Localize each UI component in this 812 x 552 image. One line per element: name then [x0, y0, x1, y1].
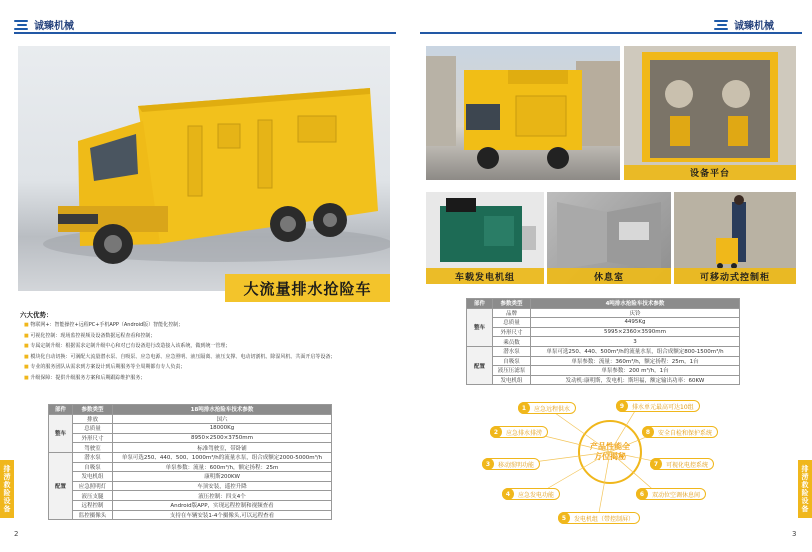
value-cell: 庆铃 — [531, 308, 740, 318]
photo-equipment-platform — [624, 46, 796, 180]
side-tab-left: 排涝救险设备 — [0, 460, 14, 518]
feature-number: 3 — [482, 458, 494, 470]
value-cell: 18000Kg — [113, 424, 332, 434]
side-tab-right: 排涝救险设备 — [798, 460, 812, 518]
value-cell: 单泵可选250、440、500m³/h的流量水泵，组合成额定800-1500m³/h — [531, 346, 740, 356]
value-cell: 4495Kg — [531, 318, 740, 328]
advantage-item: ■ 物联网+：智能操控+远程PC+手机APP（Android版）智能化控制； — [24, 320, 335, 331]
table-header: 参数类型 — [493, 299, 531, 309]
brand-mark-icon — [714, 20, 730, 30]
feature-label: 双动位空调休息间 — [652, 491, 701, 499]
table-row — [49, 500, 332, 510]
feature-label: 应急远程供水 — [534, 405, 571, 413]
param-cell: 应急照明灯 — [73, 481, 113, 491]
brand-mark-icon — [14, 20, 30, 30]
feature-number: 4 — [502, 488, 514, 500]
table-row — [49, 472, 332, 482]
table-row — [467, 308, 740, 318]
table-row — [49, 462, 332, 472]
value-cell: 8950×2500×3750mm — [113, 433, 332, 443]
spec-table-4t — [466, 298, 740, 385]
feature-item-8 — [642, 426, 718, 438]
feature-number: 1 — [518, 402, 530, 414]
value-cell: 单泵可选250、440、500、1000m³/h的流量水泵，组合成额定2000-5000m³/h — [113, 452, 332, 462]
advantage-item: ■ 模块化自动切换：可满配大流量潜水泵、自吸泵、应急电源、应急照明、液压隔离、液压支撑、电动切割机、除湿风机、共面开启等设备； — [24, 352, 335, 363]
feature-item-2 — [490, 426, 548, 438]
table-row — [467, 327, 740, 337]
table-row — [49, 510, 332, 520]
value-cell: 发动机:康明斯，发电机：斯坦福，额定输出功率：60KW — [531, 375, 740, 385]
feature-item-5 — [558, 512, 640, 524]
feature-number: 8 — [642, 426, 654, 438]
value-cell: 3 — [531, 337, 740, 347]
spec-table-18t — [48, 404, 332, 520]
feature-item-4 — [502, 488, 560, 500]
value-cell: 单泵参数：流量：600m³/h，额定扬程：25m — [113, 462, 332, 472]
param-cell: 总质量 — [73, 424, 113, 434]
table-row — [467, 346, 740, 356]
table-row — [467, 356, 740, 366]
brand-logo-right — [714, 17, 774, 32]
feature-label: 应急排水排涝 — [506, 429, 543, 437]
group-cell: 整车 — [49, 414, 73, 452]
table-header: 4吨排水抢险车技术参数 — [531, 299, 740, 309]
caption-equipment-platform: 设备平台 — [624, 165, 796, 180]
value-cell: 车顶安装，遥控升降 — [113, 481, 332, 491]
param-cell: 远程控制 — [73, 500, 113, 510]
feature-item-1 — [518, 402, 576, 414]
advantage-item: ■ 专业的服务团队从需求到方案设计到后期服务等全周期都有专人负责； — [24, 362, 335, 373]
value-cell: 液压控制：四支4个 — [113, 491, 332, 501]
advantage-item: ■ 可视化控制：现场监控视频及设备数据远程查看和控制； — [24, 331, 335, 342]
param-cell: 品牌 — [493, 308, 531, 318]
table-row — [49, 481, 332, 491]
brand-name: 诚臻机械 — [34, 21, 74, 32]
param-cell: 潜水泵 — [493, 346, 531, 356]
advantage-item: ■ 专属定制升级：根据需求定制升级中心和对已有设备进行改造接入该系统，做到统一管理； — [24, 341, 335, 352]
group-cell: 整车 — [467, 308, 493, 346]
feature-number: 9 — [616, 400, 628, 412]
param-cell: 液压压滤泵 — [493, 366, 531, 376]
advantage-item: ■ 升级保障：提供升级服务方案和后期跟踪维护服务； — [24, 373, 335, 384]
caption-control-cabinet: 可移动式控制柜 — [674, 268, 796, 284]
param-cell: 外形尺寸 — [493, 327, 531, 337]
product-title: 大流量排水抢险车 — [225, 274, 390, 302]
feature-number: 2 — [490, 426, 502, 438]
feature-item-7 — [650, 458, 714, 470]
value-cell: 康明斯200KW — [113, 472, 332, 482]
value-cell: 国六 — [113, 414, 332, 424]
feature-label: 应急发电功能 — [518, 491, 555, 499]
value-cell: 5995×2360×3590mm — [531, 327, 740, 337]
feature-label: 排水单元最高可达10组 — [632, 403, 694, 411]
advantages-title: 六大优势： — [20, 311, 53, 319]
param-cell: 液压支腿 — [73, 491, 113, 501]
table-row — [49, 452, 332, 462]
caption-generator: 车载发电机组 — [426, 268, 544, 284]
table-row — [49, 433, 332, 443]
table-row — [49, 414, 332, 424]
group-cell: 配置 — [467, 346, 493, 384]
table-row — [49, 443, 332, 453]
feature-label: 安全自检和保护系统 — [658, 429, 713, 437]
value-cell: Android版APP，实现远程控制和视频查看 — [113, 500, 332, 510]
param-cell: 潜水泵 — [73, 452, 113, 462]
feature-number: 6 — [636, 488, 648, 500]
table-row — [49, 424, 332, 434]
feature-label: 可视化电控系统 — [666, 461, 709, 469]
table-header: 部件 — [467, 299, 493, 309]
param-cell: 自吸泵 — [493, 356, 531, 366]
param-cell: 自吸泵 — [73, 462, 113, 472]
param-cell: 发电机组 — [73, 472, 113, 482]
feature-label: 移动照明功能 — [498, 461, 535, 469]
header-rule-right — [420, 32, 802, 34]
page-number-right: 3 — [792, 530, 797, 538]
table-header: 部件 — [49, 405, 73, 415]
table-row — [467, 375, 740, 385]
page-number-left: 2 — [14, 530, 19, 538]
features-diagram — [478, 388, 778, 534]
photo-generator — [426, 192, 544, 284]
param-cell: 总质量 — [493, 318, 531, 328]
param-cell: 发电机组 — [493, 375, 531, 385]
param-cell: 驾驶室 — [73, 443, 113, 453]
param-cell: 排放 — [73, 414, 113, 424]
table-header: 参数类型 — [73, 405, 113, 415]
feature-number: 5 — [558, 512, 570, 524]
brand-name: 诚臻机械 — [734, 21, 774, 32]
table-header: 18吨排水抢险车技术参数 — [113, 405, 332, 415]
header-rule-left — [14, 32, 396, 34]
param-cell: 乘员数 — [493, 337, 531, 347]
caption-lounge: 休息室 — [547, 268, 671, 284]
photo-truck-street — [426, 46, 620, 180]
photo-control-cabinet — [674, 192, 796, 284]
feature-number: 7 — [650, 458, 662, 470]
brand-logo-left — [14, 17, 74, 32]
value-cell: 支持在车辆安装1-4个摄像头,可以远程查看 — [113, 510, 332, 520]
feature-item-3 — [482, 458, 540, 470]
value-cell: 单泵参数：200 m³/h，1台 — [531, 366, 740, 376]
feature-label: 发电机组（带控制屏） — [574, 515, 635, 523]
param-cell: 监控摄像头 — [73, 510, 113, 520]
table-row — [467, 318, 740, 328]
features-center-title: 产品性能全方位揭秘 — [590, 442, 630, 461]
value-cell: 标准驾驶室，带卧铺 — [113, 443, 332, 453]
advantages-list — [24, 320, 335, 383]
group-cell: 配置 — [49, 452, 73, 519]
table-row — [467, 337, 740, 347]
feature-item-6 — [636, 488, 706, 500]
feature-item-9 — [616, 400, 700, 412]
table-row — [467, 366, 740, 376]
photo-lounge — [547, 192, 671, 284]
value-cell: 单泵参数：流量：360m³/h，额定扬程：25m，1台 — [531, 356, 740, 366]
param-cell: 外形尺寸 — [73, 433, 113, 443]
table-row — [49, 491, 332, 501]
main-truck-photo — [18, 46, 390, 291]
